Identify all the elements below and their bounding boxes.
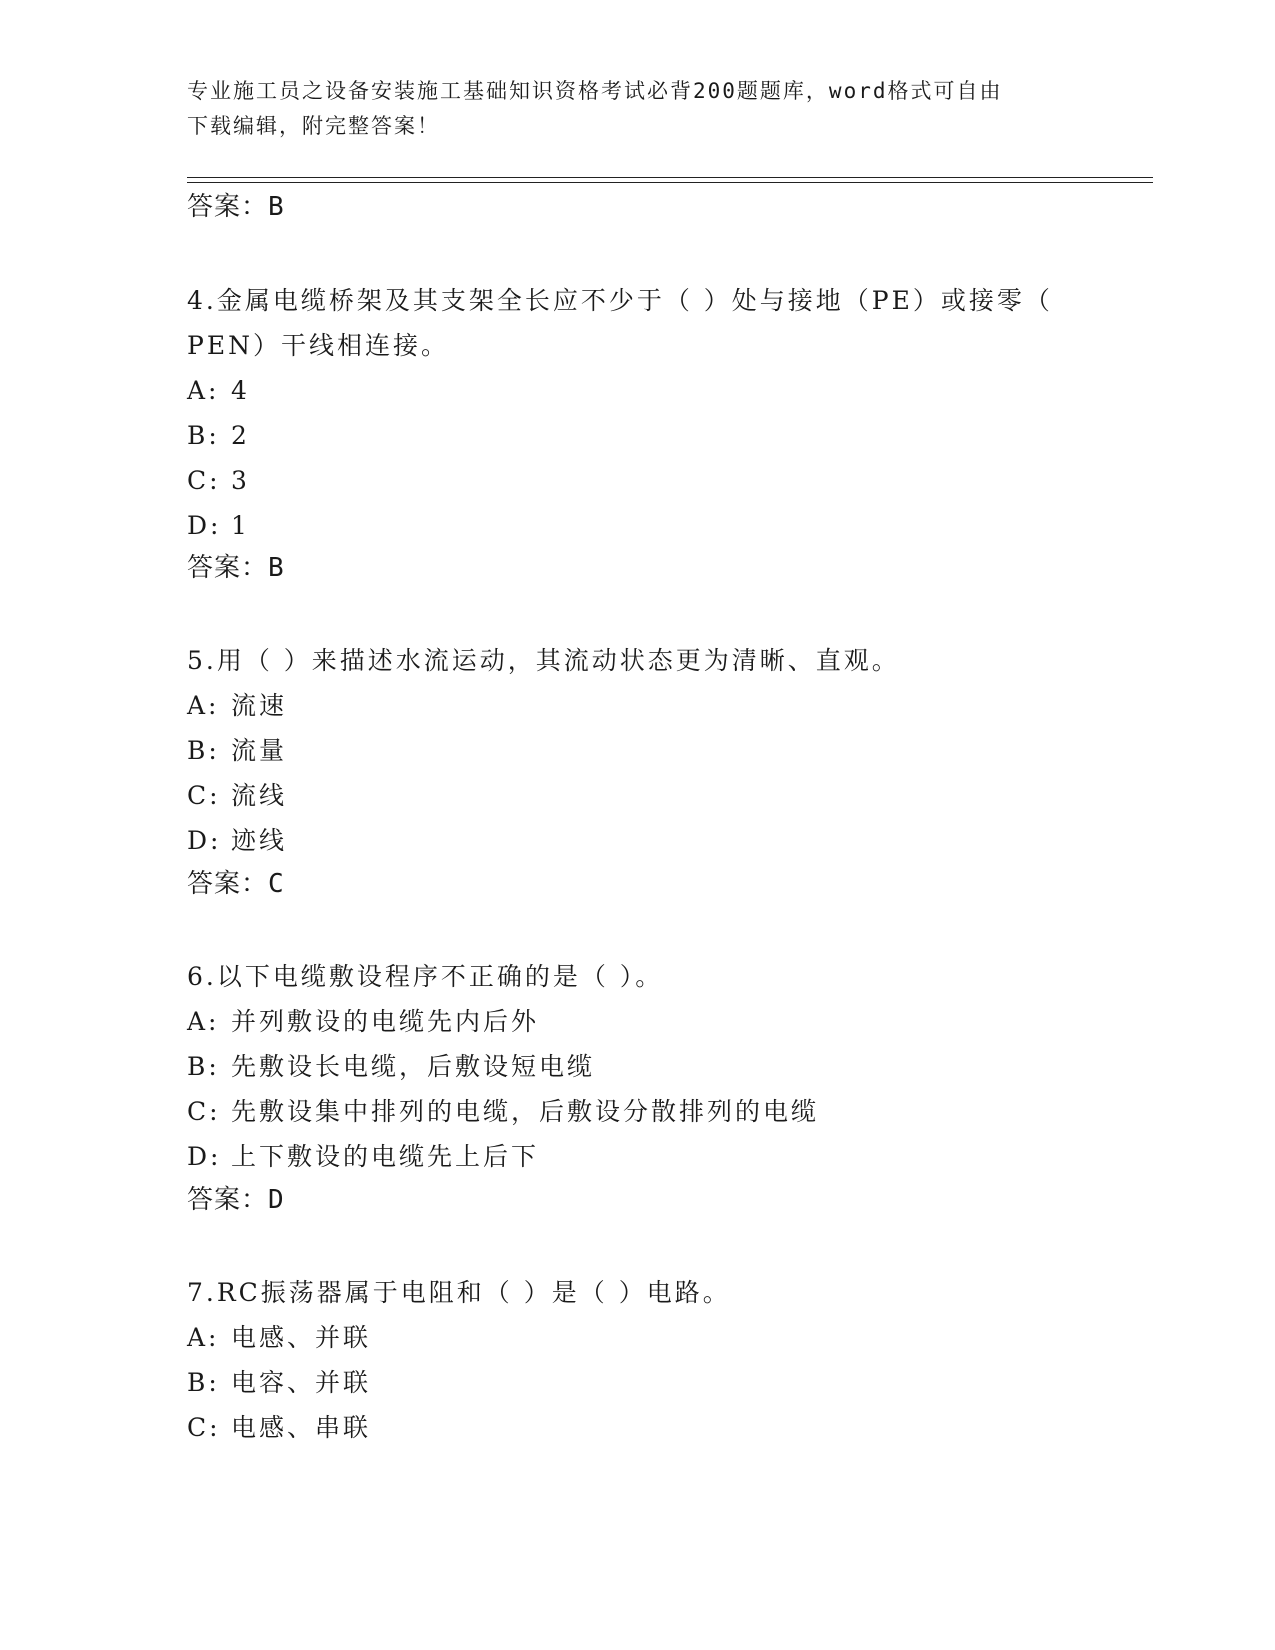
option-text: 电容、并联 xyxy=(231,1368,372,1397)
header-divider-bottom xyxy=(187,182,1153,183)
option-letter: C: xyxy=(187,781,221,810)
option-text: 流量 xyxy=(231,736,288,765)
option-text: 电感、并联 xyxy=(231,1323,372,1352)
question-7-option-a xyxy=(187,1322,371,1354)
option-letter: A: xyxy=(187,1323,220,1352)
question-5-option-d xyxy=(187,825,287,857)
option-text: 电感、串联 xyxy=(231,1413,372,1442)
option-letter: B: xyxy=(187,736,220,765)
option-letter: C: xyxy=(187,1413,221,1442)
question-6-option-c xyxy=(187,1096,819,1128)
option-letter: D: xyxy=(187,1142,222,1171)
option-letter: A: xyxy=(187,376,220,405)
option-text: 流速 xyxy=(231,691,288,720)
question-4-option-b xyxy=(187,420,250,452)
option-text: 迹线 xyxy=(231,826,288,855)
option-letter: C: xyxy=(187,466,221,495)
option-text: 1 xyxy=(231,511,250,540)
header-line-2: 下载编辑，附完整答案！ xyxy=(187,114,440,138)
question-7-stem: 7.RC振荡器属于电阻和（ ）是（ ）电路。 xyxy=(187,1278,731,1307)
question-4-option-d xyxy=(187,510,250,542)
question-6-answer: 答案：D xyxy=(187,1185,285,1215)
option-text: 并列敷设的电缆先内后外 xyxy=(231,1007,540,1036)
question-7-option-b xyxy=(187,1367,371,1399)
question-4-option-c xyxy=(187,465,250,497)
question-4-option-a xyxy=(187,375,250,407)
option-letter: A: xyxy=(187,1007,220,1036)
option-text: 先敷设长电缆，后敷设短电缆 xyxy=(231,1052,596,1081)
question-6-option-d xyxy=(187,1141,539,1173)
question-6-option-a xyxy=(187,1006,539,1038)
option-text: 3 xyxy=(231,466,250,495)
option-letter: B: xyxy=(187,421,220,450)
answer-previous: 答案：B xyxy=(187,192,285,222)
option-text: 流线 xyxy=(231,781,288,810)
option-text: 2 xyxy=(231,421,250,450)
option-letter: C: xyxy=(187,1097,221,1126)
option-letter: D: xyxy=(187,511,222,540)
question-5-option-c xyxy=(187,780,287,812)
question-5-option-a xyxy=(187,690,287,722)
question-4-stem-line-2: PEN）干线相连接。 xyxy=(187,331,449,360)
option-text: 先敷设集中排列的电缆，后敷设分散排列的电缆 xyxy=(231,1097,820,1126)
question-7-option-c xyxy=(187,1412,371,1444)
header-line-1: 专业施工员之设备安装施工基础知识资格考试必背200题题库，word格式可自由 xyxy=(187,79,1003,103)
option-text: 上下敷设的电缆先上后下 xyxy=(231,1142,540,1171)
option-text: 4 xyxy=(231,376,250,405)
question-4-stem-line-1: 4.金属电缆桥架及其支架全长应不少于（ ）处与接地（PE）或接零（ xyxy=(187,286,1053,315)
document-header xyxy=(187,74,1067,144)
question-5-answer: 答案：C xyxy=(187,869,285,899)
question-5-option-b xyxy=(187,735,287,767)
option-letter: A: xyxy=(187,691,220,720)
question-5-stem: 5.用（ ）来描述水流运动，其流动状态更为清晰、直观。 xyxy=(187,646,900,675)
question-4-answer: 答案：B xyxy=(187,553,285,583)
option-letter: B: xyxy=(187,1052,220,1081)
option-letter: B: xyxy=(187,1368,220,1397)
question-6-stem: 6.以下电缆敷设程序不正确的是（ ）。 xyxy=(187,962,664,991)
question-6-option-b xyxy=(187,1051,595,1083)
header-divider-top xyxy=(187,177,1153,178)
option-letter: D: xyxy=(187,826,222,855)
